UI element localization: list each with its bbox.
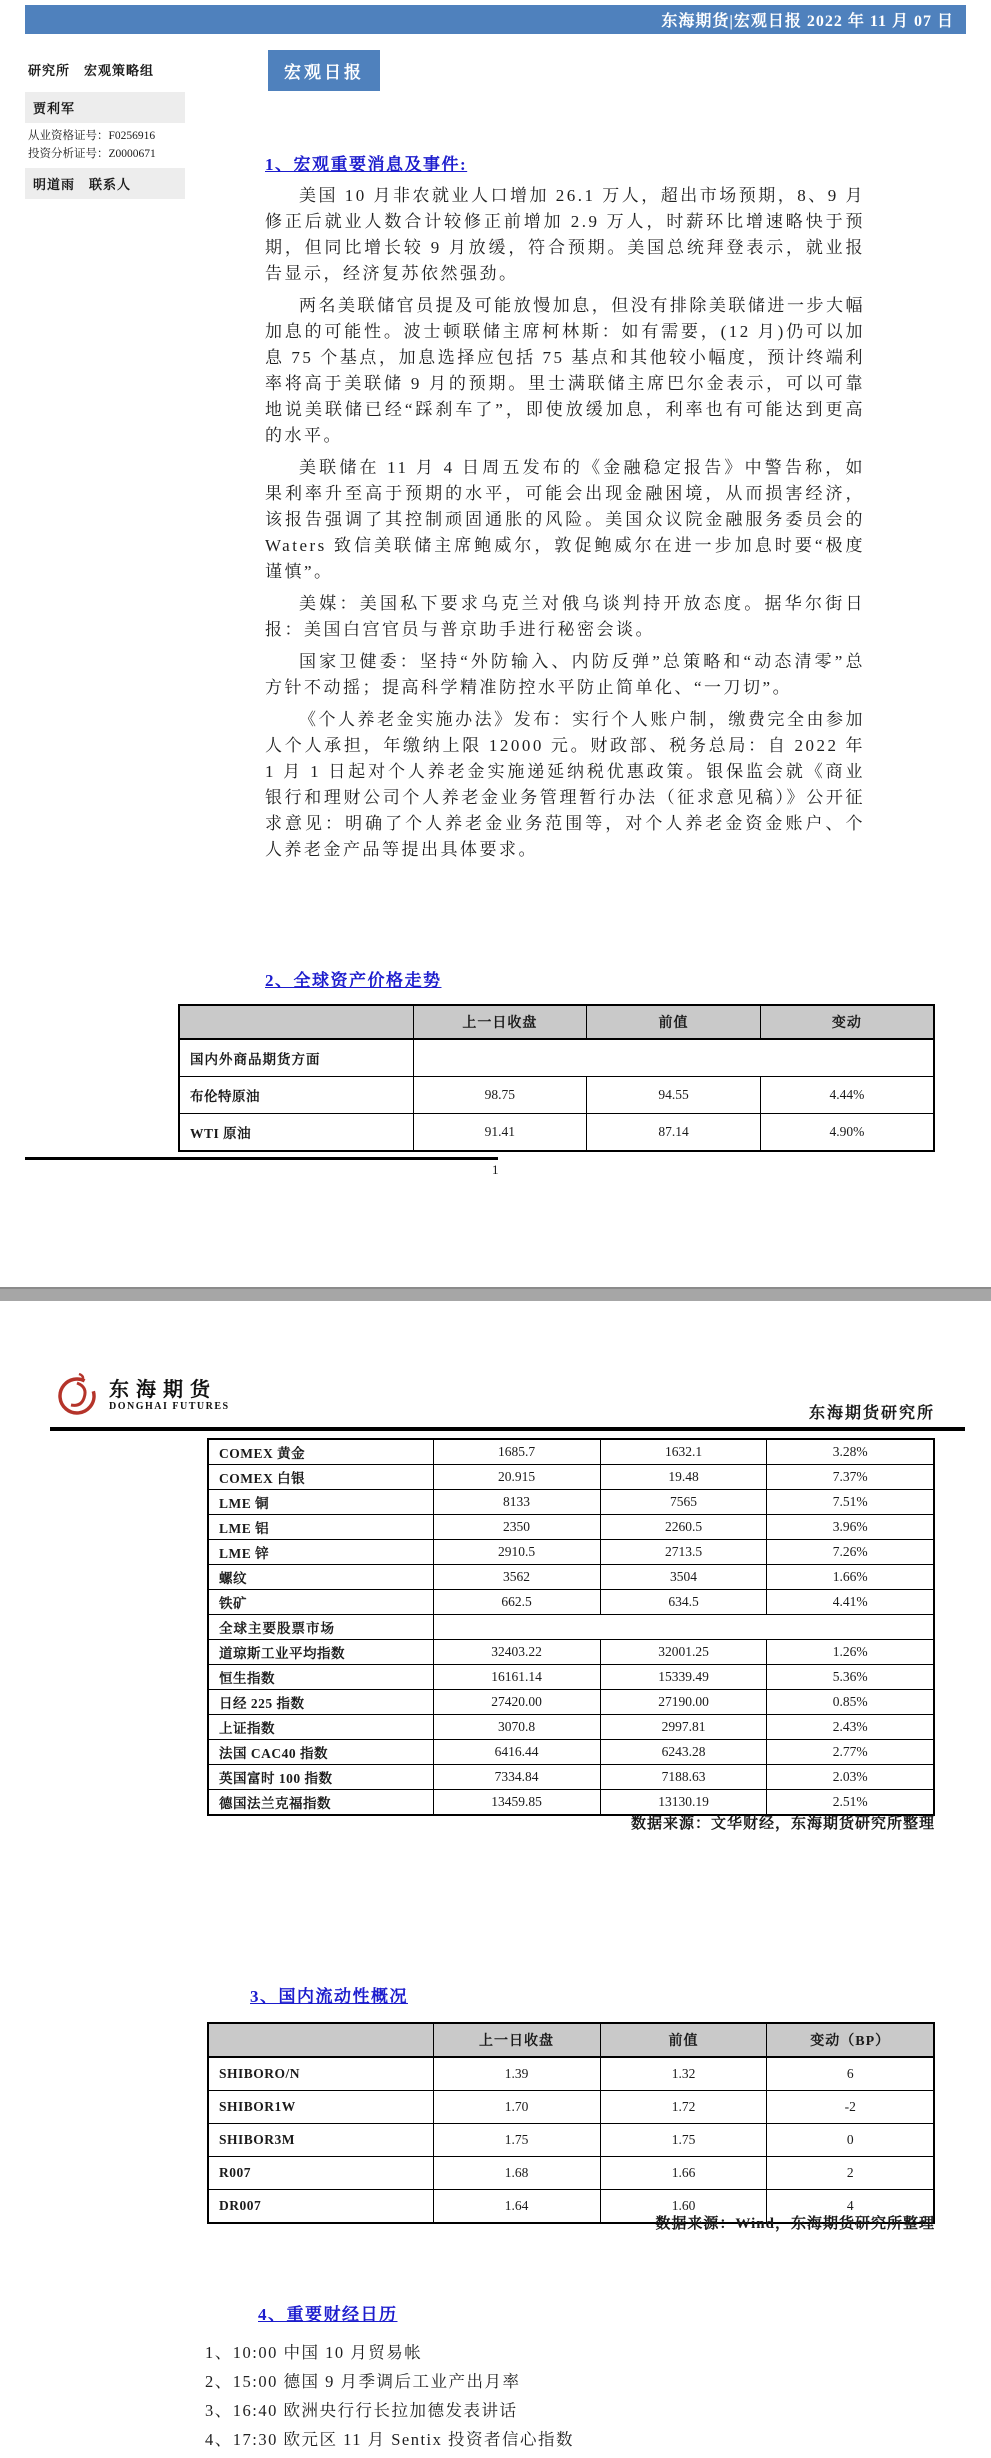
section1-body bbox=[265, 183, 865, 869]
row-label: 全球主要股票市场 bbox=[208, 1615, 433, 1640]
value-cell: 13459.85 bbox=[433, 1790, 600, 1816]
value-cell: 16161.14 bbox=[433, 1665, 600, 1690]
table-row bbox=[208, 1439, 934, 1465]
table-row bbox=[179, 1114, 934, 1152]
value-cell: 3.28% bbox=[767, 1439, 934, 1465]
table-header-cell: 上一日收盘 bbox=[433, 2023, 600, 2057]
value-cell: 2260.5 bbox=[600, 1515, 767, 1540]
value-cell: 1.39 bbox=[433, 2057, 600, 2091]
value-cell: 3.96% bbox=[767, 1515, 934, 1540]
page-number: 1 bbox=[492, 1162, 499, 1177]
sidebar-analysis-cert-number: 投资分析证号：Z0000671 bbox=[28, 148, 156, 160]
value-cell: 2.77% bbox=[767, 1740, 934, 1765]
row-label: 恒生指数 bbox=[208, 1665, 433, 1690]
row-label: R007 bbox=[208, 2157, 433, 2190]
table-header-cell: 变动 bbox=[760, 1005, 934, 1039]
row-label: LME 铜 bbox=[208, 1490, 433, 1515]
value-cell: 1.26% bbox=[767, 1640, 934, 1665]
value-cell: 3562 bbox=[433, 1565, 600, 1590]
body-paragraph: 美联储在 11 月 4 日周五发布的《金融稳定报告》中警告称，如果利率升至高于预期的水平，可能会出现金融困境，从而损害经济，该报告强调了其控制顽固通胀的风险。美国众议院金融服务委员会的 Waters 致信美联储主席鲍威尔，敦促鲍威尔在进一步加息时要“极度谨慎”。 bbox=[265, 458, 865, 581]
value-cell: 1632.1 bbox=[600, 1439, 767, 1465]
table-row bbox=[208, 1715, 934, 1740]
table-row bbox=[208, 1565, 934, 1590]
value-cell: 1.68 bbox=[433, 2157, 600, 2190]
table-section-row bbox=[208, 1615, 934, 1640]
value-cell: 98.75 bbox=[413, 1077, 587, 1114]
body-paragraph: 《个人养老金实施办法》发布：实行个人账户制，缴费完全由参加人个人承担，年缴纳上限 12000 元。财政部、税务总局：自 2022 年 1 月 1 日起对个人养老金实施递延纳税优惠政策。银保监会就《商业银行和理财公司个人养老金业务管理暂行办法（征求意见稿）》公开征求意见：明确了个人养老金业务范围等，对个人养老金资金账户、个人养老金产品等提出具体要求。 bbox=[265, 710, 865, 859]
section4-heading: 4、重要财经日历 bbox=[258, 2305, 398, 2324]
body-paragraph: 国家卫健委：坚持“外防输入、内防反弹”总策略和“动态清零”总方针不动摇；提高科学精准防控水平防止简单化、“一刀切”。 bbox=[265, 652, 865, 697]
macro-daily-badge: 宏观日报 bbox=[268, 50, 380, 91]
table-row bbox=[208, 1740, 934, 1765]
row-label: SHIBOR3M bbox=[208, 2124, 433, 2157]
value-cell: 6 bbox=[767, 2057, 934, 2091]
table-row bbox=[208, 1490, 934, 1515]
row-label: LME 铝 bbox=[208, 1515, 433, 1540]
row-label: 上证指数 bbox=[208, 1715, 433, 1740]
value-cell: 0.85% bbox=[767, 1690, 934, 1715]
table-row bbox=[208, 1765, 934, 1790]
value-cell: 2713.5 bbox=[600, 1540, 767, 1565]
table-header-cell bbox=[179, 1005, 413, 1039]
section3-heading: 3、国内流动性概况 bbox=[250, 1987, 408, 2006]
value-cell: 6416.44 bbox=[433, 1740, 600, 1765]
table-row bbox=[208, 1590, 934, 1615]
page-separator bbox=[0, 1287, 991, 1301]
table-source-wind: 数据来源：Wind，东海期货研究所整理 bbox=[655, 2216, 935, 2232]
value-cell: 27420.00 bbox=[433, 1690, 600, 1715]
value-cell: 4.90% bbox=[760, 1114, 934, 1152]
value-cell: 27190.00 bbox=[600, 1690, 767, 1715]
table-source-wenhua: 数据来源：文华财经，东海期货研究所整理 bbox=[630, 1816, 935, 1832]
table-row bbox=[208, 1465, 934, 1490]
value-cell: 634.5 bbox=[600, 1590, 767, 1615]
row-label: 日经 225 指数 bbox=[208, 1690, 433, 1715]
table-header-cell: 前值 bbox=[600, 2023, 767, 2057]
row-label: SHIBORO/N bbox=[208, 2057, 433, 2091]
value-cell: 3504 bbox=[600, 1565, 767, 1590]
value-cell: 19.48 bbox=[600, 1465, 767, 1490]
value-cell: 8133 bbox=[433, 1490, 600, 1515]
row-label: 道琼斯工业平均指数 bbox=[208, 1640, 433, 1665]
page2-header-rule bbox=[50, 1427, 965, 1431]
table-row bbox=[208, 2157, 934, 2190]
value-cell: 1.70 bbox=[433, 2091, 600, 2124]
value-cell: 1685.7 bbox=[433, 1439, 600, 1465]
value-cell: 662.5 bbox=[433, 1590, 600, 1615]
value-cell: 7188.63 bbox=[600, 1765, 767, 1790]
value-cell: 2 bbox=[767, 2157, 934, 2190]
table-row bbox=[208, 1640, 934, 1665]
calendar-item: 3、16:40 欧洲央行行长拉加德发表讲话 bbox=[205, 2401, 518, 2420]
value-cell: 1.66% bbox=[767, 1565, 934, 1590]
value-cell: 5.36% bbox=[767, 1665, 934, 1690]
value-cell: 0 bbox=[767, 2124, 934, 2157]
value-cell: 15339.49 bbox=[600, 1665, 767, 1690]
row-label: 布伦特原油 bbox=[179, 1077, 413, 1114]
section-filler-cell bbox=[433, 1615, 934, 1640]
table-row bbox=[179, 1077, 934, 1114]
value-cell: 2.51% bbox=[767, 1790, 934, 1816]
value-cell: 7.26% bbox=[767, 1540, 934, 1565]
donghai-dragon-logo-icon bbox=[55, 1370, 101, 1420]
global-asset-table-page2 bbox=[207, 1438, 935, 1816]
liquidity-table bbox=[207, 2022, 935, 2224]
value-cell: 4 bbox=[767, 2190, 934, 2224]
body-paragraph: 美媒：美国私下要求乌克兰对俄乌谈判持开放态度。据华尔街日报：美国白宫官员与普京助手进行秘密会谈。 bbox=[265, 594, 865, 639]
table-header-row bbox=[179, 1005, 934, 1039]
logo-english-name: DONGHAI FUTURES bbox=[109, 1400, 230, 1412]
value-cell: 1.72 bbox=[600, 2091, 767, 2124]
sidebar-contact: 明道雨 联系人 bbox=[25, 168, 185, 199]
value-cell: 7.37% bbox=[767, 1465, 934, 1490]
sidebar-team-label: 研究所 宏观策略组 bbox=[28, 63, 155, 78]
table-row bbox=[208, 1690, 934, 1715]
value-cell: -2 bbox=[767, 2091, 934, 2124]
value-cell: 20.915 bbox=[433, 1465, 600, 1490]
value-cell: 32403.22 bbox=[433, 1640, 600, 1665]
value-cell: 3070.8 bbox=[433, 1715, 600, 1740]
table-row bbox=[208, 1665, 934, 1690]
value-cell: 91.41 bbox=[413, 1114, 587, 1152]
section-filler-cell bbox=[413, 1039, 934, 1077]
table-row bbox=[208, 2091, 934, 2124]
value-cell: 1.75 bbox=[600, 2124, 767, 2157]
value-cell: 2910.5 bbox=[433, 1540, 600, 1565]
row-label: DR007 bbox=[208, 2190, 433, 2224]
row-label: 铁矿 bbox=[208, 1590, 433, 1615]
logo-chinese-name: 东海期货 bbox=[109, 1378, 217, 1401]
sidebar-analyst-name: 贾利军 bbox=[25, 92, 185, 123]
value-cell: 1.64 bbox=[433, 2190, 600, 2224]
value-cell: 87.14 bbox=[587, 1114, 761, 1152]
value-cell: 2997.81 bbox=[600, 1715, 767, 1740]
body-paragraph: 美国 10 月非农就业人口增加 26.1 万人，超出市场预期，8、9 月修正后就业人数合计较修正前增加 2.9 万人，时薪环比增速略快于预期，但同比增长较 9 月放缓，符合预期。美国总统拜登表示，就业报告显示，经济复苏依然强劲。 bbox=[265, 186, 865, 283]
value-cell: 1.75 bbox=[433, 2124, 600, 2157]
value-cell: 4.44% bbox=[760, 1077, 934, 1114]
calendar-item: 2、15:00 德国 9 月季调后工业产出月率 bbox=[205, 2372, 521, 2391]
row-label: 德国法兰克福指数 bbox=[208, 1790, 433, 1816]
financial-calendar-list bbox=[205, 2338, 885, 2454]
company-logo bbox=[55, 1370, 230, 1420]
body-paragraph: 两名美联储官员提及可能放慢加息，但没有排除美联储进一步大幅加息的可能性。波士顿联储主席柯林斯：如有需要，(12 月)仍可以加息 75 个基点，加息选择应包括 75 基点和其他较小幅度，预计终端利率将高于美联储 9 月的预期。里士满联储主席巴尔金表示，可以可靠地说美联储已经“踩刹车了”，即使放缓加息，利率也有可能达到更高的水平。 bbox=[265, 296, 865, 445]
row-label: 英国富时 100 指数 bbox=[208, 1765, 433, 1790]
table-row bbox=[208, 1540, 934, 1565]
sidebar-cert-number: 从业资格证号：F0256916 bbox=[28, 130, 156, 142]
value-cell: 32001.25 bbox=[600, 1640, 767, 1665]
row-label: LME 锌 bbox=[208, 1540, 433, 1565]
table-header-cell bbox=[208, 2023, 433, 2057]
calendar-item: 4、17:30 欧元区 11 月 Sentix 投资者信心指数 bbox=[205, 2430, 575, 2449]
value-cell: 6243.28 bbox=[600, 1740, 767, 1765]
row-label: COMEX 白银 bbox=[208, 1465, 433, 1490]
row-label: COMEX 黄金 bbox=[208, 1439, 433, 1465]
row-label: 国内外商品期货方面 bbox=[179, 1039, 413, 1077]
value-cell: 2.03% bbox=[767, 1765, 934, 1790]
row-label: 螺纹 bbox=[208, 1565, 433, 1590]
table-header-cell: 变动（BP） bbox=[767, 2023, 934, 2057]
value-cell: 7565 bbox=[600, 1490, 767, 1515]
table-section-row bbox=[179, 1039, 934, 1077]
row-label: SHIBOR1W bbox=[208, 2091, 433, 2124]
calendar-item: 1、10:00 中国 10 月贸易帐 bbox=[205, 2343, 423, 2362]
research-institute-label: 东海期货研究所 bbox=[808, 1405, 935, 1422]
global-asset-table-page1 bbox=[178, 1004, 935, 1152]
report-title: 东海期货|宏观日报 2022 年 11 月 07 日 bbox=[661, 13, 954, 30]
value-cell: 1.60 bbox=[600, 2190, 767, 2224]
value-cell: 4.41% bbox=[767, 1590, 934, 1615]
page1-footer-rule bbox=[25, 1157, 498, 1160]
report-header-bar bbox=[25, 5, 966, 34]
table-header-cell: 上一日收盘 bbox=[413, 1005, 587, 1039]
row-label: 法国 CAC40 指数 bbox=[208, 1740, 433, 1765]
row-label: WTI 原油 bbox=[179, 1114, 413, 1152]
table-row bbox=[208, 1515, 934, 1540]
value-cell: 2350 bbox=[433, 1515, 600, 1540]
table-row bbox=[208, 2057, 934, 2091]
value-cell: 1.32 bbox=[600, 2057, 767, 2091]
value-cell: 13130.19 bbox=[600, 1790, 767, 1816]
value-cell: 7334.84 bbox=[433, 1765, 600, 1790]
value-cell: 7.51% bbox=[767, 1490, 934, 1515]
table-header-row bbox=[208, 2023, 934, 2057]
section1-heading: 1、宏观重要消息及事件: bbox=[265, 155, 468, 174]
section2-heading: 2、全球资产价格走势 bbox=[265, 971, 442, 990]
table-header-cell: 前值 bbox=[587, 1005, 761, 1039]
value-cell: 1.66 bbox=[600, 2157, 767, 2190]
table-row bbox=[208, 2124, 934, 2157]
value-cell: 2.43% bbox=[767, 1715, 934, 1740]
value-cell: 94.55 bbox=[587, 1077, 761, 1114]
